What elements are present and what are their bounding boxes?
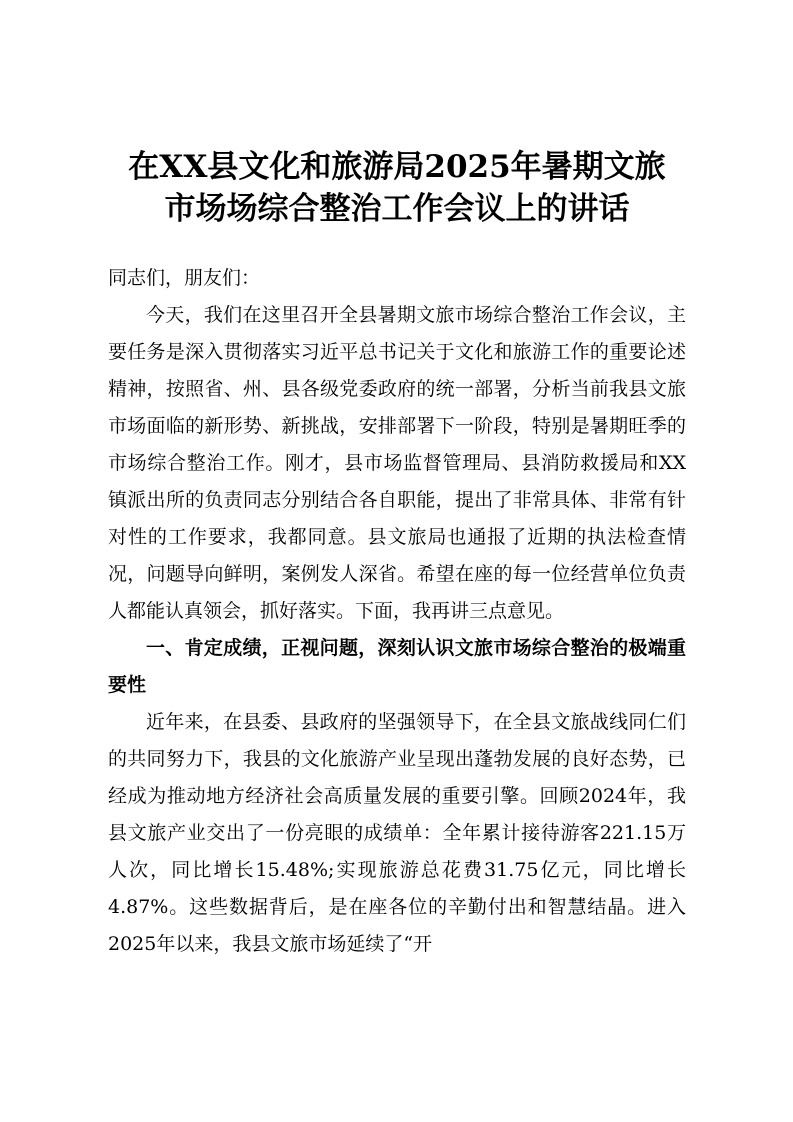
section-1-paragraph: 近年来，在县委、县政府的坚强领导下，在全县文旅战线同仁们的共同努力下，我县的文化旅游产业呈现出蓬勃发展的良好态势，已经成为推动地方经济社会高质量发展的重要引擎。回顾2024年，我县文旅产业交出了一份亮眼的成绩单：全年累计接待游客221.15万人次，同比增长15.48%;实现旅游总花费31.75亿元，同比增长4.87%。这些数据背后，是在座各位的辛勤付出和智慧结晶。进入2025年以来，我县文旅市场延续了“开 [108,711,686,955]
document-page [108,0,686,963]
greeting: 同志们，朋友们： [108,267,261,289]
title-line-1: 在XX县文化和旅游局2025年暑期文旅 [128,149,666,185]
title-line-2: 市场场综合整治工作会议上的讲话 [164,191,630,227]
opening-paragraph: 今天，我们在这里召开全县暑期文旅市场综合整治工作会议，主要任务是深入贯彻落实习近平总书记关于文化和旅游工作的重要论述精神，按照省、州、县各级党委政府的统一部署，分析当前我县文旅市场面临的新形势、新挑战，安排部署下一阶段，特别是暑期旺季的市场综合整治工作。刚才，县市场监督管理局、县消防救援局和XX镇派出所的负责同志分别结合各自职能，提出了非常具体、非常有针对性的工作要求，我都同意。县文旅局也通报了近期的执法检查情况，问题导向鲜明，案例发人深省。希望在座的每一位经营单位负责人都能认真领会，抓好落实。下面，我再讲三点意见。 [108,304,686,622]
section-heading-1: 一、肯定成绩，正视问题，深刻认识文旅市场综合整治的极端重要性 [108,637,686,696]
document-title [108,0,686,230]
